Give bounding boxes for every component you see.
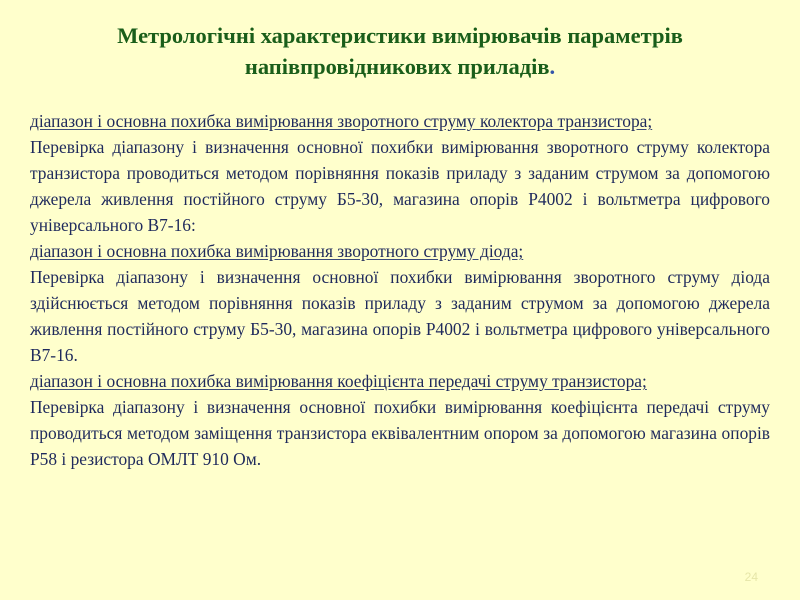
section-1-heading[interactable] xyxy=(30,108,770,134)
section-2-heading-text[interactable]: діапазон і основна похибка вимірювання зворотного струму діода; xyxy=(30,241,524,261)
slide-title xyxy=(40,20,760,82)
section-3-heading[interactable] xyxy=(30,368,770,394)
slide-body xyxy=(30,108,770,472)
slide-title-main: Метрологічні характеристики вимірювачів параметрів напівпровідникових приладів xyxy=(117,23,683,79)
section-2-heading[interactable] xyxy=(30,238,770,264)
section-2-text: Перевірка діапазону і визначення основної похибки вимірювання зворотного струму діода здійснюється методом порівняння показів приладу з заданим струмом за допомогою джерела живлення постійного струму Б5-30, магазина опорів Р4002 і вольтметра цифрового універсального В7-16. xyxy=(30,267,770,365)
page-number: 24 xyxy=(744,570,758,584)
section-1-text: Перевірка діапазону і визначення основної похибки вимірювання зворотного струму колектора транзистора проводиться методом порівняння показів приладу з заданим струмом за допомогою джерела живлення постійного струму Б5-30, магазина опорів Р4002 і вольтметра цифрового універсального В7-16: xyxy=(30,137,770,235)
section-1-heading-text[interactable]: діапазон і основна похибка вимірювання зворотного струму колектора транзистора; xyxy=(30,111,653,131)
slide-title-end: . xyxy=(549,54,556,79)
section-3-heading-text[interactable]: діапазон і основна похибка вимірювання коефіцієнта передачі струму транзистора; xyxy=(30,371,647,391)
section-3-text: Перевірка діапазону і визначення основної похибки вимірювання коефіцієнта передачі струму проводиться методом заміщення транзистора еквівалентним опором за допомогою магазина опорів Р58 і резистора ОМЛТ 910 Ом. xyxy=(30,397,770,469)
